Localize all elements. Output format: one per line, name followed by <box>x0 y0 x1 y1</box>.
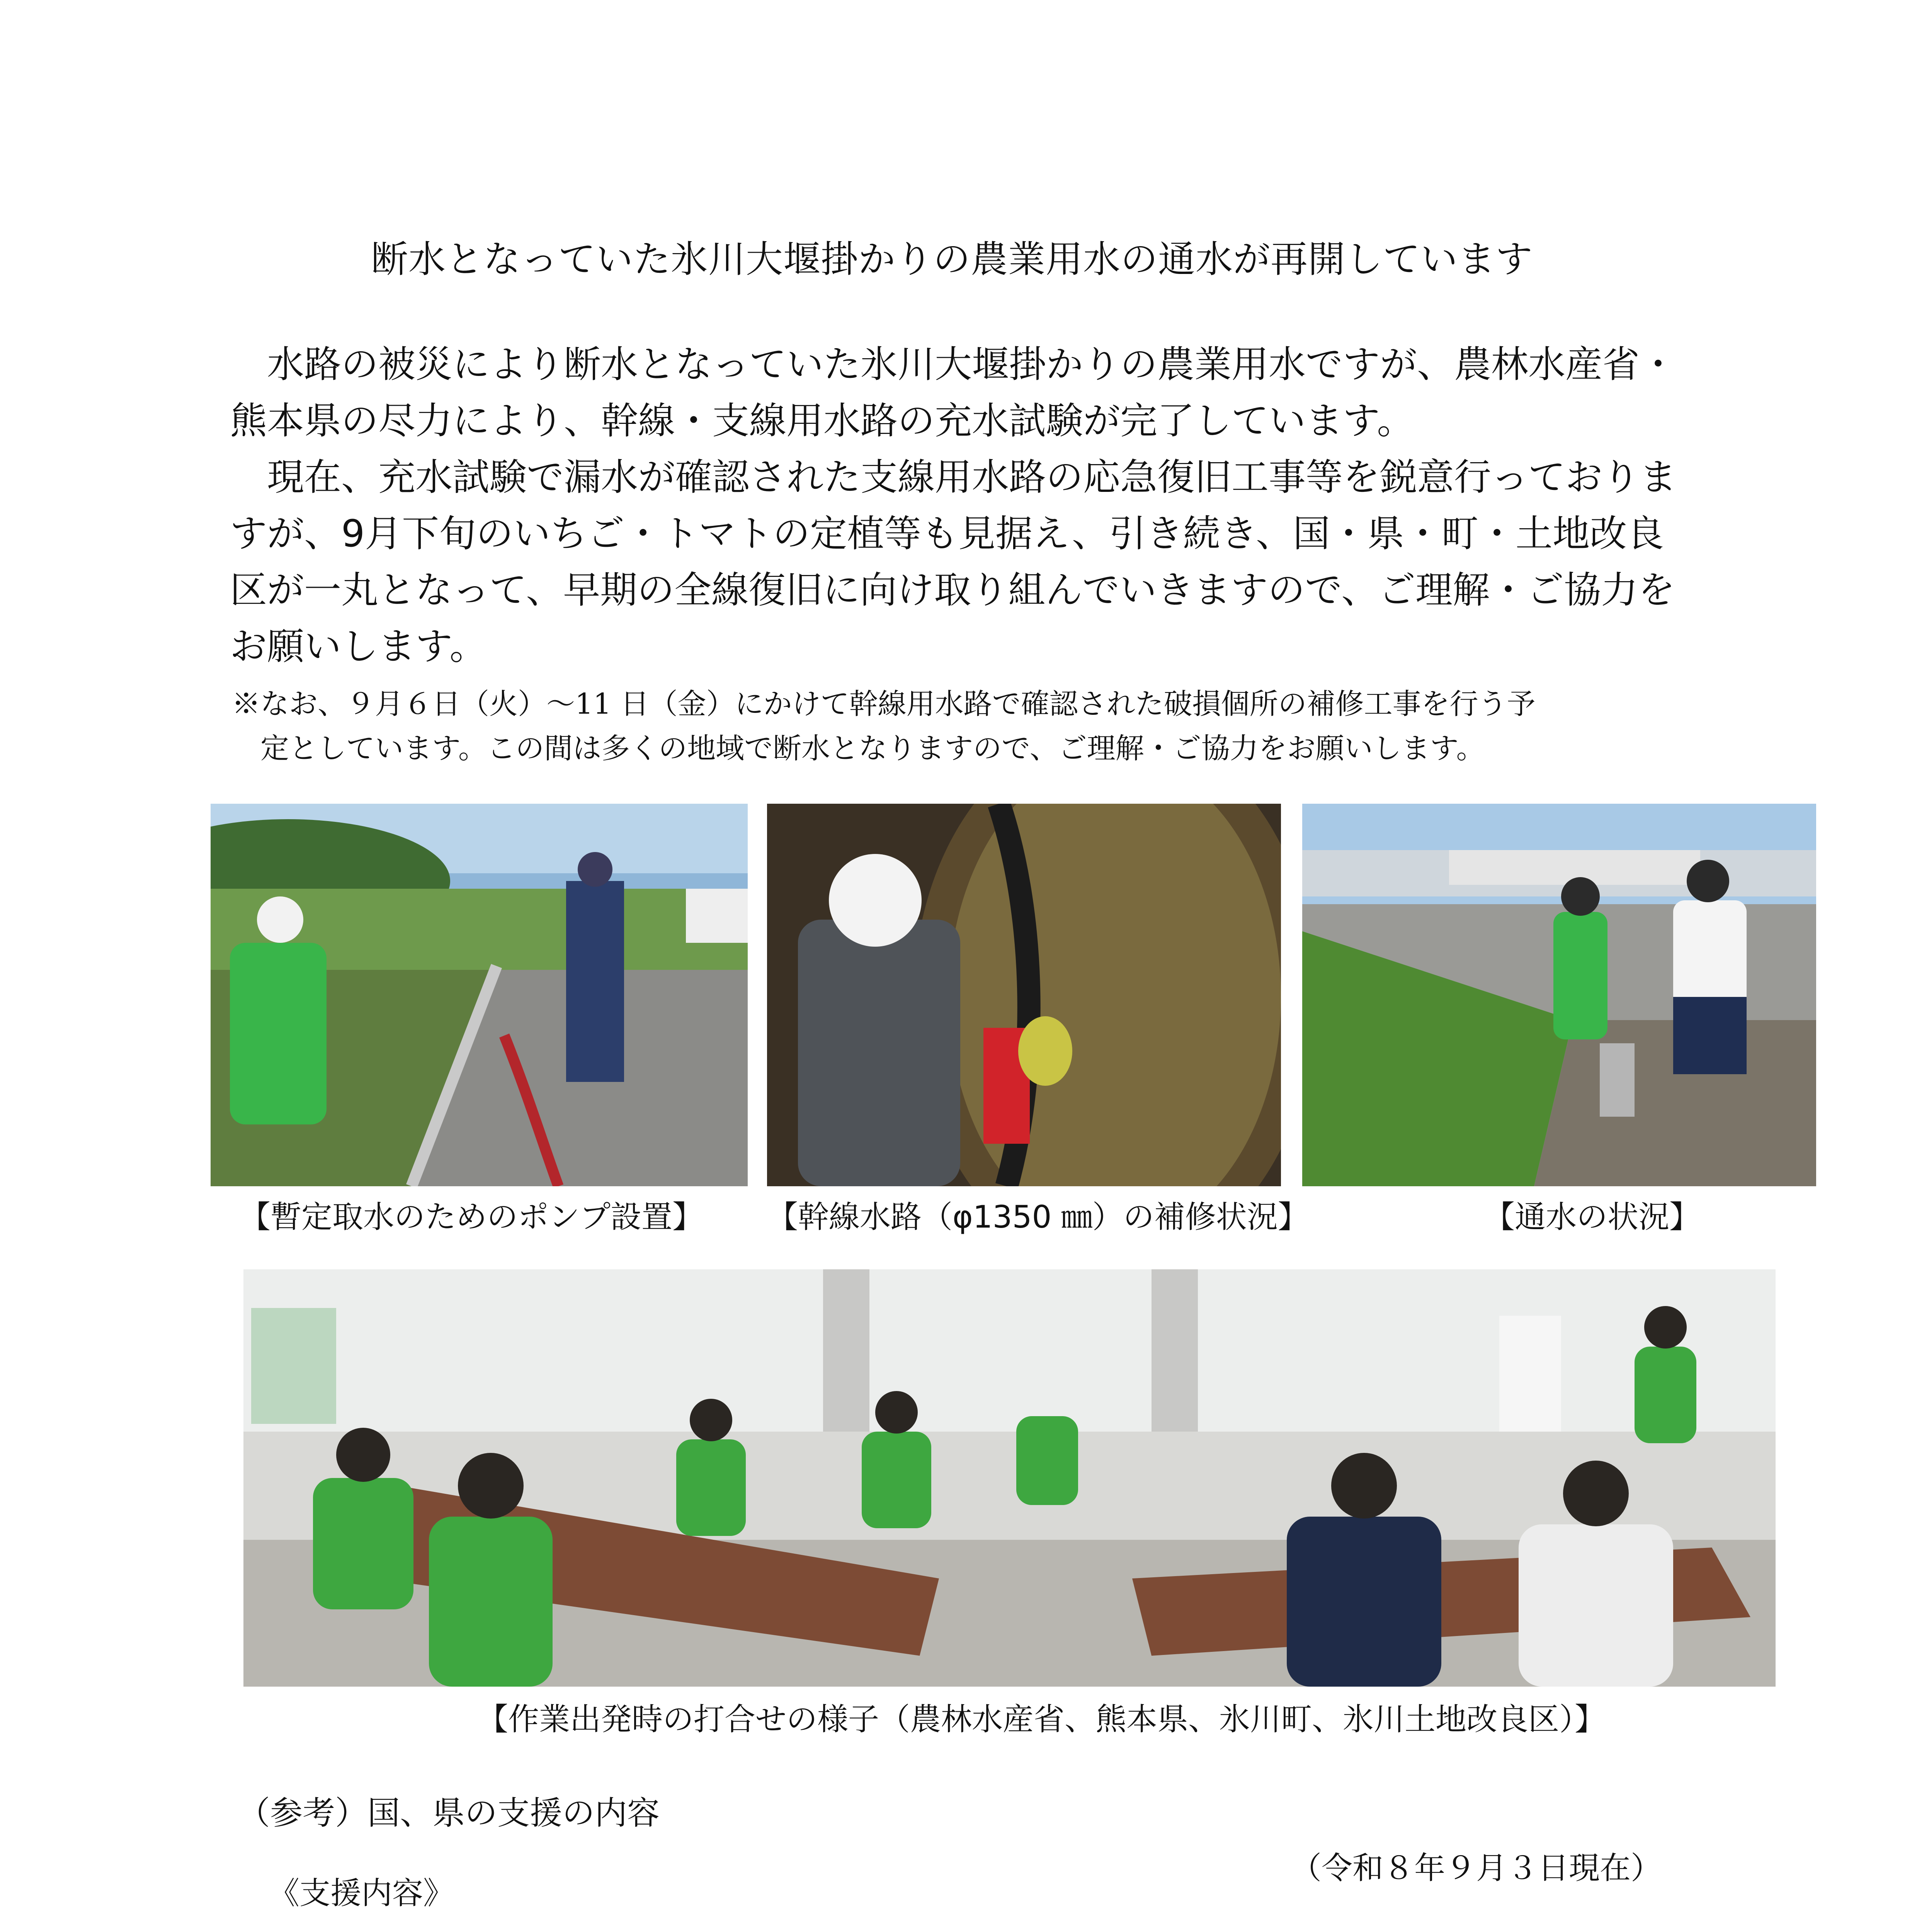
pump-photo <box>211 804 748 1186</box>
notice-line-2: 定としています。この間は多くの地域で断水となりますので、ご理解・ご協力をお願いします。 <box>260 732 1485 765</box>
paragraph-2: 現在、充水試験で漏水が確認された支線用水路の応急復旧工事等を鋭意行っておりますが、9月下旬のいちご・トマトの定植等も見据え、引き続き、国・県・町・土地改良区が一丸となって、早期の全線復旧に向け取り組んでいきますので、ご理解・ご協力をお願いします。 <box>230 456 1677 668</box>
body-text <box>230 336 1691 675</box>
paragraph-1: 水路の被災により断水となっていた氷川大堰掛かりの農業用水ですが、農林水産省・熊本県の尽力により、幹線・支線用水路の充水試験が完了しています。 <box>230 343 1677 442</box>
flow-photo <box>1302 804 1816 1186</box>
notice <box>232 682 1700 771</box>
support-paragraph-1 <box>270 1924 997 1932</box>
flow-caption: 【通水の状況】 <box>1484 1199 1700 1235</box>
page-title: 断水となっていた氷川大堰掛かりの農業用水の通水が再開しています <box>371 238 1533 281</box>
support-description <box>270 1924 997 1932</box>
repair-photo <box>767 804 1281 1186</box>
support-heading: 《支援内容》 <box>269 1875 454 1911</box>
reference-heading: （参考）国、県の支援の内容 <box>238 1794 660 1832</box>
notice-line-1: ※なお、９月６日（火）～11 日（金）にかけて幹線用水路で確認された破損個所の補修工事を行う予 <box>232 687 1536 721</box>
meeting-photo <box>243 1269 1776 1687</box>
meeting-caption: 【作業出発時の打合せの様子（農林水産省、熊本県、氷川町、氷川土地改良区）】 <box>477 1701 1606 1737</box>
as-of-date: （令和８年９月３日現在） <box>1291 1850 1662 1886</box>
pump-caption: 【暫定取水のためのポンプ設置】 <box>240 1199 703 1235</box>
repair-caption: 【幹線水路（φ1350 ㎜）の補修状況】 <box>767 1199 1309 1235</box>
